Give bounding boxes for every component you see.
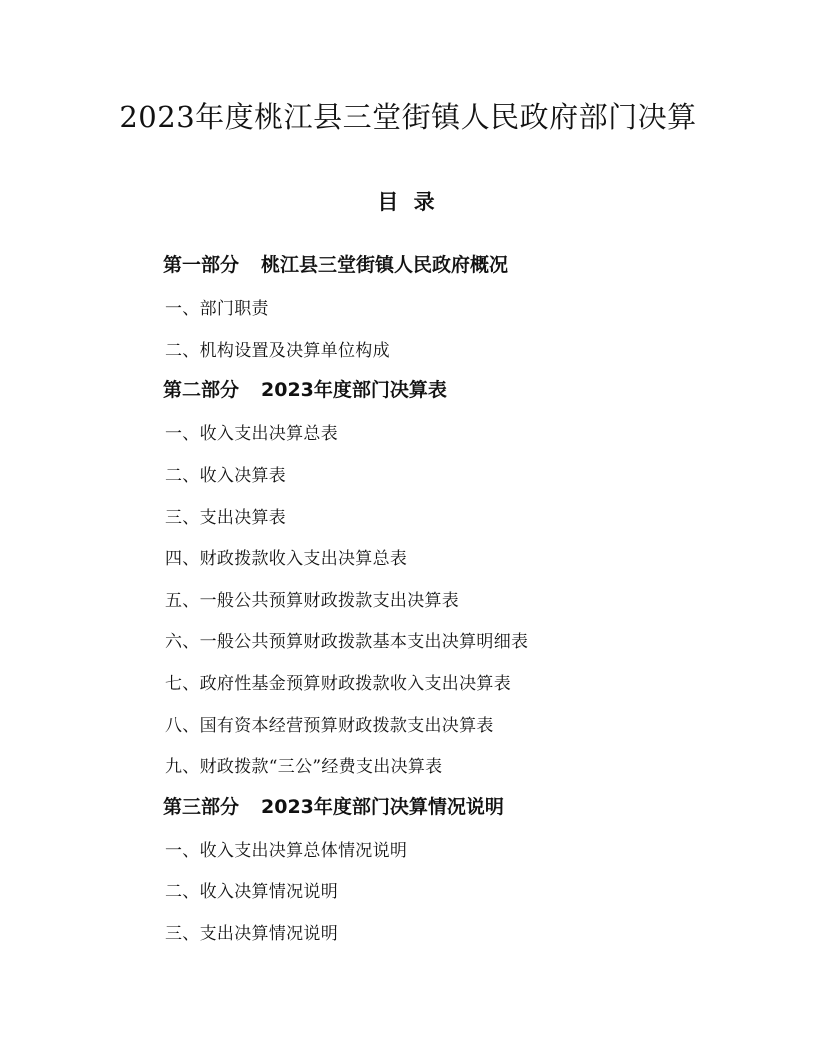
toc-item[interactable]: 二、收入决算情况说明 (165, 882, 338, 902)
toc-item[interactable]: 一、收入支出决算总表 (165, 424, 338, 444)
document-title: 2023年度桃江县三堂街镇人民政府部门决算 (119, 100, 697, 134)
toc-item[interactable]: 九、财政拨款“三公”经费支出决算表 (165, 757, 443, 777)
toc-part-name: 2023年度部门决算表 (261, 379, 447, 401)
toc-item[interactable]: 二、机构设置及决算单位构成 (165, 341, 390, 361)
toc-part-3[interactable] (163, 792, 504, 819)
toc-item[interactable]: 五、一般公共预算财政拨款支出决算表 (165, 591, 460, 611)
toc-item[interactable]: 三、支出决算情况说明 (165, 924, 338, 944)
toc-item[interactable]: 六、一般公共预算财政拨款基本支出决算明细表 (165, 632, 529, 652)
toc-heading: 目 录 (377, 189, 439, 214)
toc-part-1[interactable] (163, 250, 508, 277)
toc-part-2[interactable] (163, 375, 447, 402)
toc-part-number: 第二部分 (163, 379, 240, 401)
toc-item[interactable]: 八、国有资本经营预算财政拨款支出决算表 (165, 716, 494, 736)
toc-item[interactable]: 三、支出决算表 (165, 508, 287, 528)
toc-part-number: 第一部分 (163, 254, 240, 276)
toc-part-name: 桃江县三堂街镇人民政府概况 (261, 254, 509, 276)
toc-item[interactable]: 一、收入支出决算总体情况说明 (165, 841, 408, 861)
toc-part-number: 第三部分 (163, 796, 240, 818)
toc-item[interactable]: 二、收入决算表 (165, 466, 287, 486)
toc-part-name: 2023年度部门决算情况说明 (261, 796, 504, 818)
toc-item[interactable]: 一、部门职责 (165, 299, 269, 319)
toc-item[interactable]: 四、财政拨款收入支出决算总表 (165, 549, 408, 569)
toc-item[interactable]: 七、政府性基金预算财政拨款收入支出决算表 (165, 674, 511, 694)
